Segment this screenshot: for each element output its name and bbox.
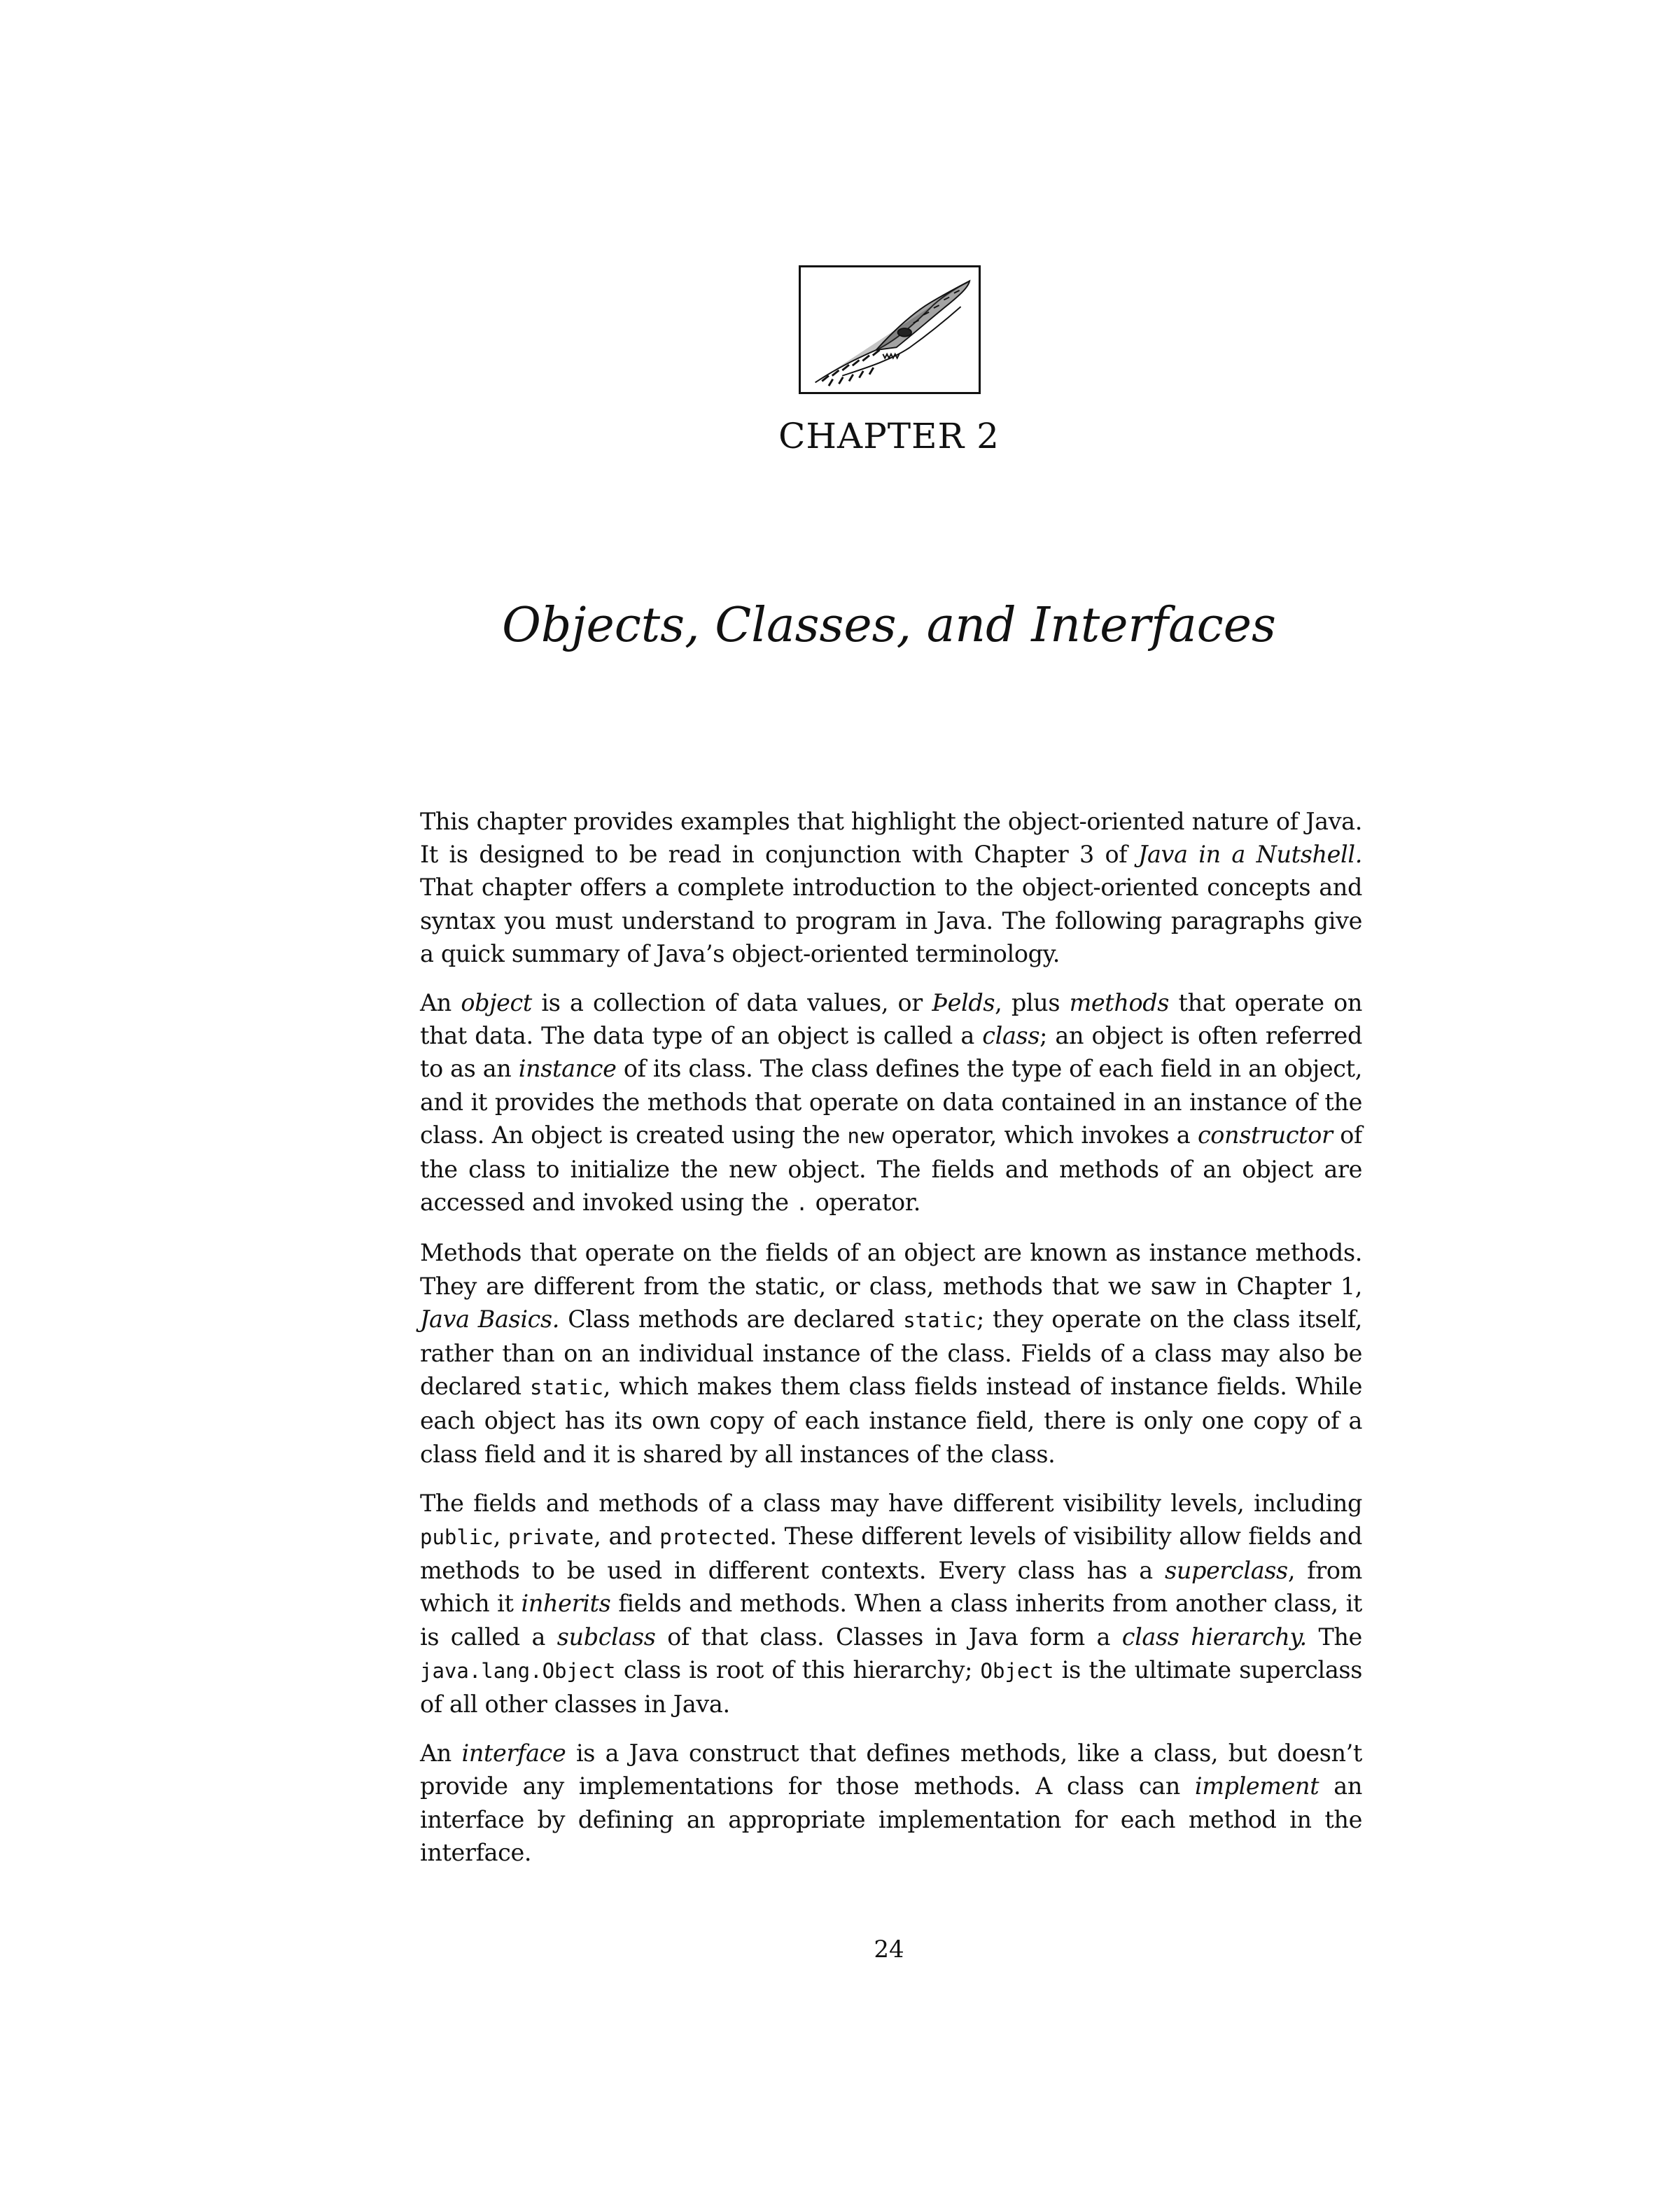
code-object: Object xyxy=(980,1658,1054,1683)
body-text xyxy=(420,805,1362,1885)
term-class-hierarchy: class hierarchy. xyxy=(1121,1623,1307,1651)
paragraph-2: An object is a collection of data values, or Þelds, plus methods that operate on that data. The data type of an object is called a class; an object is often referred to as an instance of its class. The class defines the type of each field in an object, and it provides the methods that operate on data contained in an instance of the class. An object is created using the new operator, which invokes a constructor of the class to initialize the new object. The fields and methods of an object are accessed and invoked using the . operator. xyxy=(420,989,1362,1217)
paragraph-4: The fields and methods of a class may have different visibility levels, including public, private, and protected. These different levels of visibility allow fields and methods to be used in different contexts. Every class has a superclass, from which it inherits fields and methods. When a class inherits from another class, it is called a subclass of that class. Classes in Java form a class hierarchy. The java.lang.Object class is root of this hierarchy; Object is the ultimate superclass of all other classes in Java. xyxy=(420,1489,1363,1718)
code-private: private xyxy=(508,1525,594,1550)
term-fields: Þelds xyxy=(932,989,995,1017)
chapter-reference: Java Basics. xyxy=(420,1305,560,1333)
term-subclass: subclass xyxy=(556,1623,656,1651)
code-protected: protected xyxy=(659,1525,770,1550)
term-object: object xyxy=(461,989,532,1017)
code-java-lang-object: java.lang.Object xyxy=(420,1658,616,1683)
term-implement: implement xyxy=(1194,1772,1320,1800)
page-number: 24 xyxy=(874,1935,904,1963)
term-superclass: superclass xyxy=(1165,1557,1288,1585)
term-interface: interface xyxy=(461,1740,566,1768)
chapter-logo xyxy=(799,265,981,394)
code-public: public xyxy=(420,1525,493,1550)
term-methods: methods xyxy=(1069,989,1170,1017)
chapter-label: CHAPTER 2 xyxy=(778,416,1000,456)
chapter-title: Objects, Classes, and Interfaces xyxy=(502,598,1276,653)
paragraph-3: Methods that operate on the fields of an object are known as instance methods. They are different from the static, or class, methods that we saw in Chapter 1, Java Basics. Class methods are declared static; they operate on the class itself, rather than on an individual instance of the class. Fields of a class may also be declared static, which makes them class fields instead of instance fields. While each object has its own copy of each instance field, there is only one copy of a class field and it is shared by all instances of the class. xyxy=(420,1239,1363,1468)
term-constructor: constructor xyxy=(1197,1121,1333,1149)
book-title: Java in a Nutshell. xyxy=(1138,841,1362,869)
alligator-icon xyxy=(801,267,979,392)
paragraph-5: An interface is a Java construct that defines methods, like a class, but doesn’t provide any implementations for those methods. A class can implement an interface by defining an appropriate implementation for each method in the interface. xyxy=(420,1740,1362,1866)
term-instance: instance xyxy=(518,1055,617,1083)
paragraph-1: This chapter provides examples that highlight the object-oriented nature of Java. It is designed to be read in conjunction with Chapter 3 of Java in a Nutshell. That chapter offers a complete introduction to the object-oriented concepts and syntax you must understand to program in Java. The following paragraphs give a quick summary of Java’s object-oriented terminology. xyxy=(420,808,1362,967)
code-dot: . xyxy=(795,1191,808,1216)
term-inherits: inherits xyxy=(521,1590,611,1618)
code-static: static xyxy=(530,1376,603,1400)
code-static: static xyxy=(903,1308,976,1332)
code-new: new xyxy=(847,1124,884,1148)
term-class: class xyxy=(982,1022,1040,1050)
